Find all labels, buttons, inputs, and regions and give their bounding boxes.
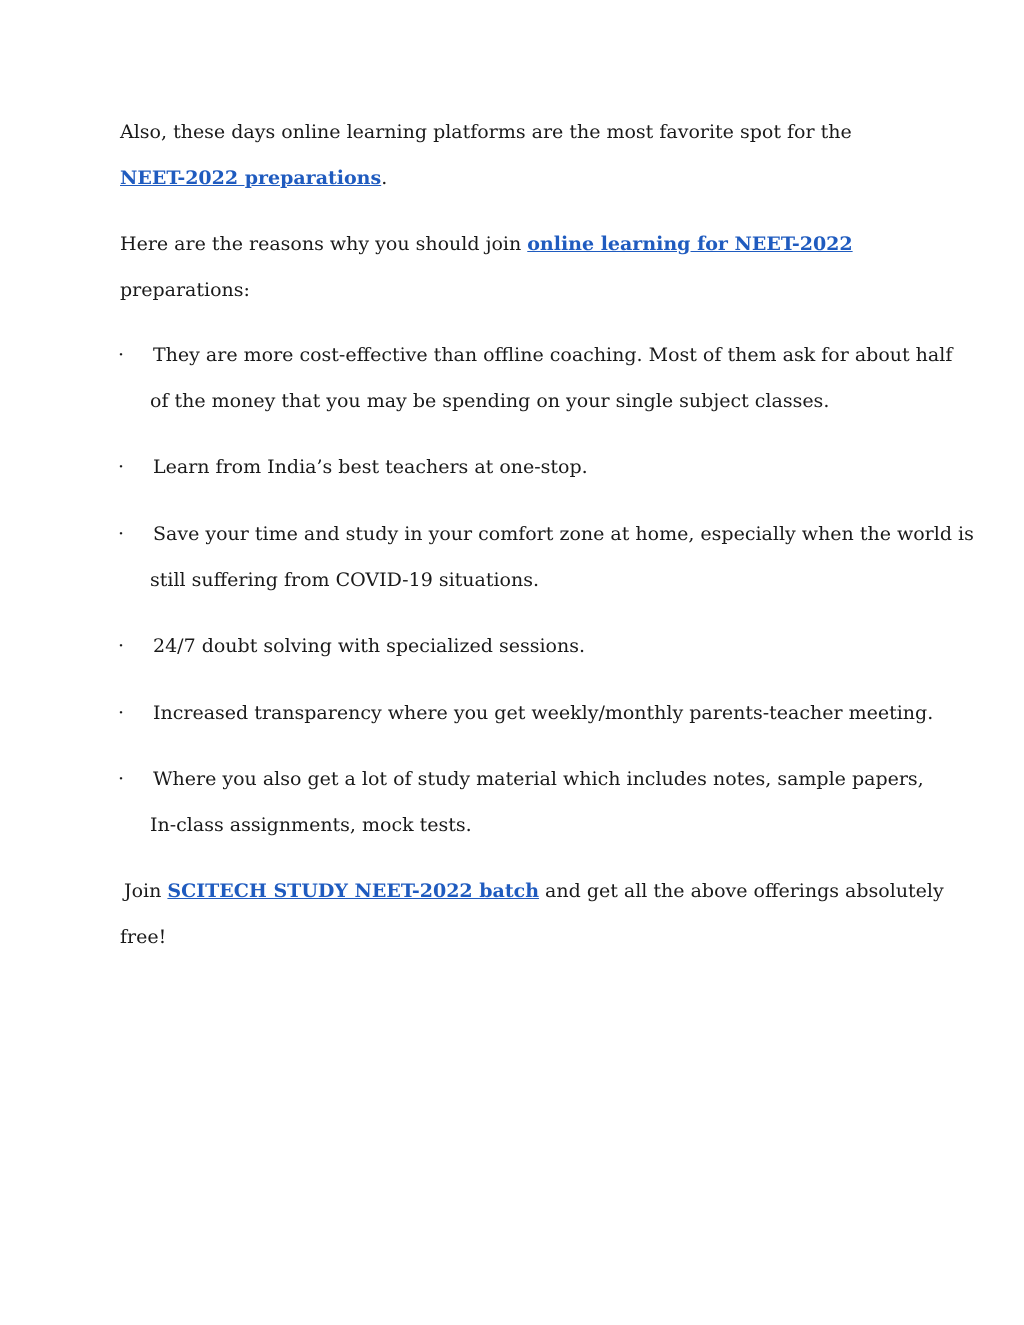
- bullet-4-line-1: [153, 634, 585, 658]
- reasons-intro-text: Here are the reasons why you should join: [120, 233, 528, 255]
- bullet-text: Where you also get a lot of study material which includes notes, sample papers,: [153, 768, 924, 790]
- bullet-5-line-1: [153, 701, 933, 725]
- neet-preparations-link[interactable]: NEET-2022 preparations: [120, 167, 382, 189]
- bullet-text: still suffering from COVID-19 situations.: [150, 569, 540, 591]
- intro-line-1: [120, 120, 852, 144]
- bullet-6-line-2: [150, 813, 472, 837]
- reasons-intro-line-2: [120, 278, 250, 302]
- bullet-text: Save your time and study in your comfort zone at home, especially when the world is: [153, 523, 974, 545]
- bullet-text: of the money that you may be spending on your single subject classes.: [150, 390, 830, 412]
- closing-text-2: free!: [120, 926, 167, 948]
- reasons-intro-text-2: preparations:: [120, 279, 250, 301]
- bullet-1-line-2: [150, 389, 829, 413]
- scitech-batch-link[interactable]: SCITECH STUDY NEET-2022 batch: [167, 880, 540, 902]
- bullet-text: They are more cost-effective than offline coaching. Most of them ask for about half: [153, 344, 953, 366]
- bullet-marker: ·: [118, 523, 125, 545]
- bullet-marker: ·: [118, 635, 125, 657]
- bullet-1-line-1: [153, 343, 952, 367]
- bullet-3-line-1: [153, 522, 974, 546]
- bullet-marker: ·: [118, 344, 125, 366]
- intro-period: .: [381, 167, 388, 189]
- closing-line-1: [124, 879, 944, 903]
- bullet-text: Learn from India’s best teachers at one-stop.: [153, 456, 588, 478]
- intro-text: Also, these days online learning platforms are the most favorite spot for the: [120, 121, 852, 143]
- intro-line-2: [120, 166, 387, 190]
- bullet-text: 24/7 doubt solving with specialized sessions.: [153, 635, 585, 657]
- closing-line-2: [120, 925, 166, 949]
- bullet-2-line-1: [153, 455, 588, 479]
- bullet-6-line-1: [153, 767, 924, 791]
- bullet-3-line-2: [150, 568, 539, 592]
- bullet-marker: ·: [118, 456, 125, 478]
- closing-text: Join: [124, 880, 168, 902]
- bullet-marker: ·: [118, 768, 125, 790]
- bullet-text: Increased transparency where you get weekly/monthly parents-teacher meeting.: [153, 702, 934, 724]
- bullet-marker: ·: [118, 702, 125, 724]
- bullet-text: In-class assignments, mock tests.: [150, 814, 472, 836]
- online-learning-link[interactable]: online learning for NEET-2022: [527, 233, 853, 255]
- closing-text-after: and get all the above offerings absolutely: [539, 880, 944, 902]
- reasons-intro-line-1: [120, 232, 853, 256]
